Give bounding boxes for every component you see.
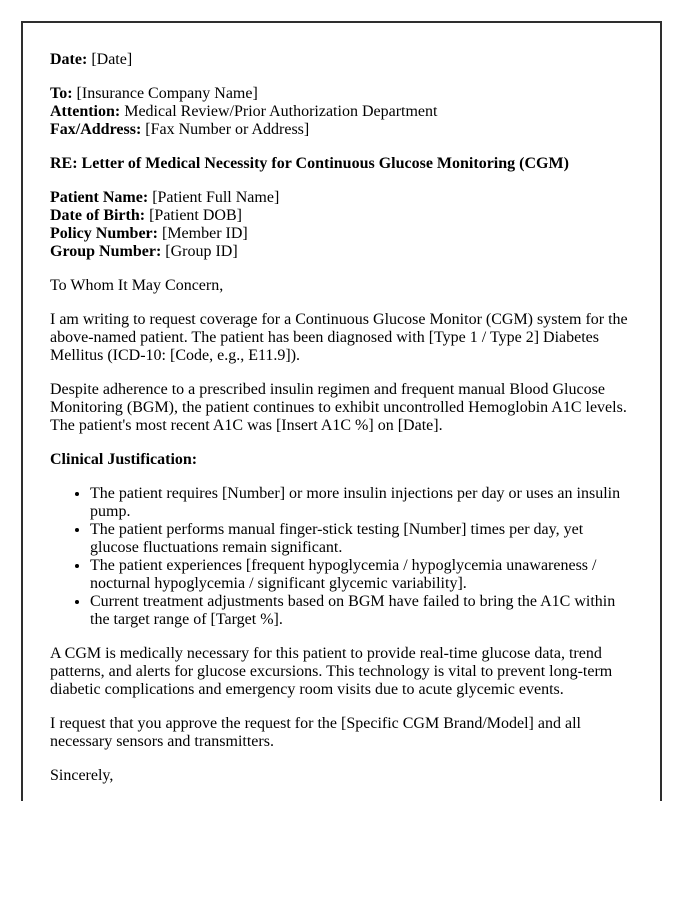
salutation: To Whom It May Concern,	[50, 277, 224, 294]
approval-paragraph: I request that you approve the request for the [Specific CGM Brand/Model] and all necessary sensors and transmitters.	[50, 715, 581, 750]
justification-item-injections: • The patient requires [Number] or more insulin injections per day or uses an insulin pump.	[90, 485, 632, 521]
date-label: Date:	[50, 51, 88, 68]
necessity-paragraph: A CGM is medically necessary for this patient to provide real-time glucose data, trend patterns, and alerts for glucose excursions. This technology is vital to prevent long-term diabetic complications and emergency room visits due to acute glycemic events.	[50, 645, 613, 698]
subject-line: RE: Letter of Medical Necessity for Continuous Glucose Monitoring (CGM)	[50, 155, 569, 172]
fax-address-label: Fax/Address:	[50, 121, 142, 138]
date-line	[50, 51, 632, 69]
group-number-label: Group Number:	[50, 243, 162, 260]
history-paragraph: Despite adherence to a prescribed insulin regimen and frequent manual Blood Glucose Monitoring (BGM), the patient continues to exhibit uncontrolled Hemoglobin A1C levels. The patient's most recent A1C was [Insert A1C %] on [Date].	[50, 381, 627, 434]
to-label: To:	[50, 85, 73, 102]
request-paragraph: I am writing to request coverage for a Continuous Glucose Monitor (CGM) system for the above-named patient. The patient has been diagnosed with [Type 1 / Type 2] Diabetes Mellitus (ICD-10: [Code, e.g., E11.9]).	[50, 311, 628, 364]
patient-name-value: [Patient Full Name]	[152, 189, 280, 206]
closing: Sincerely,	[50, 767, 114, 784]
fax-address-value: [Fax Number or Address]	[145, 121, 310, 138]
patient-name-label: Patient Name:	[50, 189, 149, 206]
to-value: [Insurance Company Name]	[76, 85, 258, 102]
date-of-birth-label: Date of Birth:	[50, 207, 146, 224]
justification-item-hypoglycemia: • The patient experiences [frequent hypoglycemia / hypoglycemia unawareness / nocturnal hypoglycemia / significant glycemic variability].	[90, 557, 632, 593]
letter-document	[21, 21, 662, 801]
justification-item-finger-stick: • The patient performs manual finger-stick testing [Number] times per day, yet glucose fluctuations remain significant.	[90, 521, 632, 557]
recipient-block	[50, 85, 632, 139]
justification-list	[50, 485, 632, 629]
attention-label: Attention:	[50, 103, 121, 120]
group-number-value: [Group ID]	[165, 243, 238, 260]
patient-info-block	[50, 189, 632, 261]
date-of-birth-value: [Patient DOB]	[149, 207, 242, 224]
attention-value: Medical Review/Prior Authorization Department	[124, 103, 438, 120]
justification-item-treatment: • Current treatment adjustments based on BGM have failed to bring the A1C within the target range of [Target %].	[90, 593, 632, 629]
policy-number-value: [Member ID]	[161, 225, 248, 242]
policy-number-label: Policy Number:	[50, 225, 158, 242]
date-value: [Date]	[91, 51, 133, 68]
clinical-justification-heading: Clinical Justification:	[50, 451, 198, 468]
